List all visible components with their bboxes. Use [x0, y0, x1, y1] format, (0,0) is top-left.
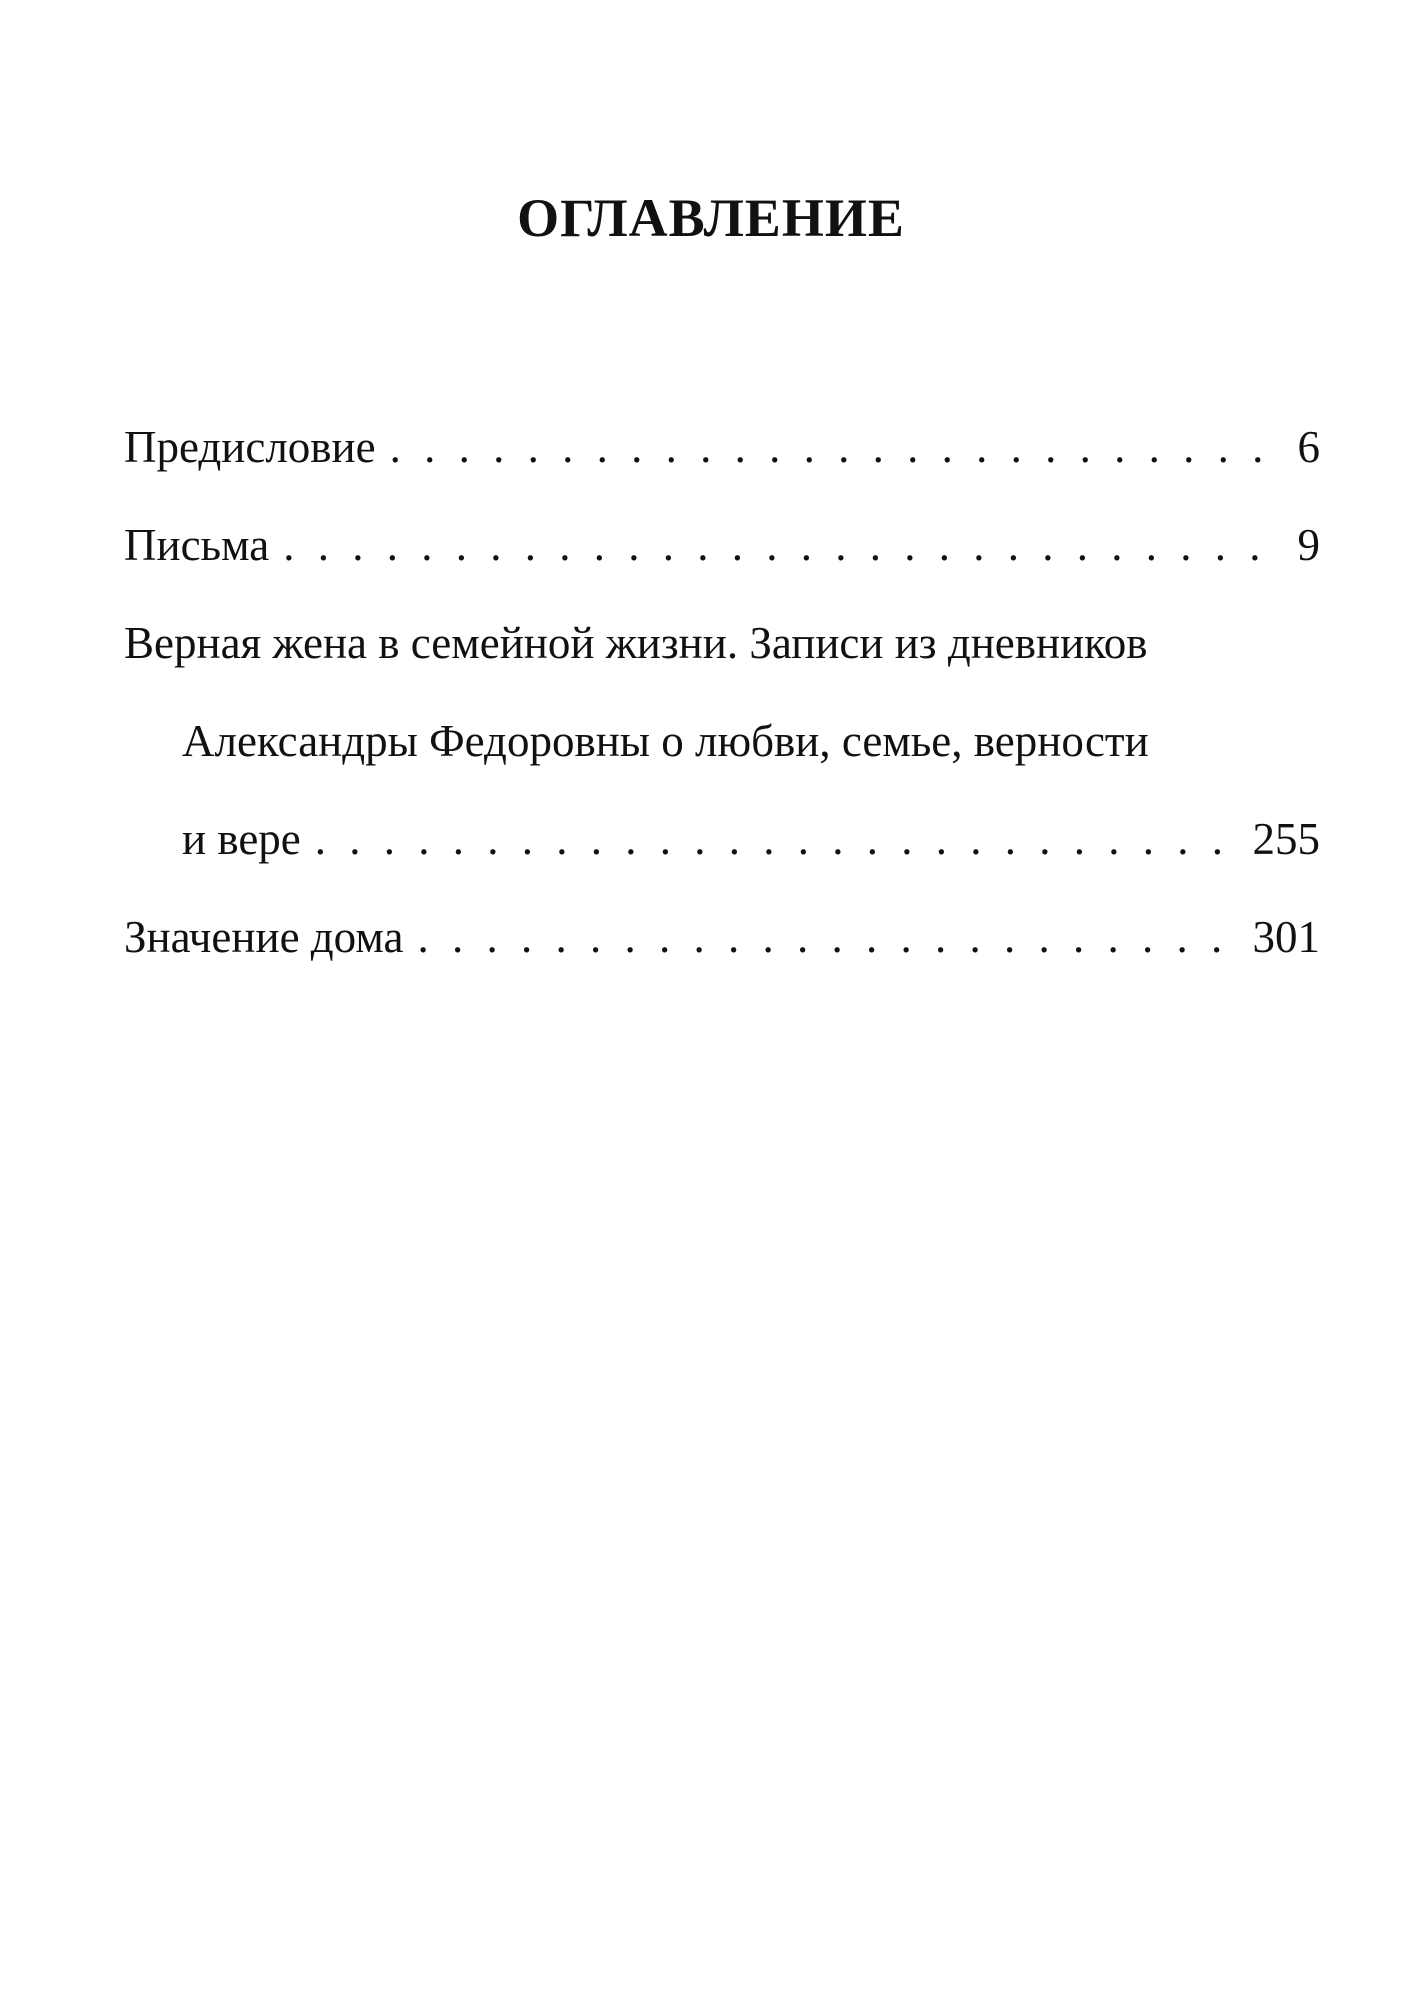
toc-entry-page-number: 301	[1252, 912, 1320, 962]
toc-entry-title-line-2: Александры Федоровны о любви, семье, верности	[182, 716, 1149, 766]
toc-entry-row	[124, 790, 1320, 888]
toc-entry-letters[interactable]	[124, 496, 1320, 594]
toc-entry-title-line-3: и вере	[182, 814, 301, 864]
toc-entry-page-number: 255	[1252, 814, 1320, 864]
toc-entry-row	[124, 888, 1320, 986]
toc-entry-row	[124, 398, 1320, 496]
toc-entry-title-line-1: Верная жена в семейной жизни. Записи из дневников	[124, 618, 1148, 668]
toc-entry-faithful-wife[interactable]	[124, 594, 1320, 888]
toc-entry-title: Предисловие	[124, 422, 376, 472]
toc-entry-preface[interactable]	[124, 398, 1320, 496]
dot-leader	[390, 398, 1284, 496]
dot-leader	[283, 496, 1283, 594]
dot-leader	[417, 888, 1238, 986]
toc-entry-row	[124, 496, 1320, 594]
page-title: ОГЛАВЛЕНИЕ	[517, 188, 905, 249]
toc-entry-page-number: 6	[1297, 422, 1320, 472]
toc-entry-title: Письма	[124, 520, 270, 570]
toc-entry-page-number: 9	[1297, 520, 1320, 570]
table-of-contents	[124, 398, 1320, 986]
toc-entry-meaning-of-home[interactable]	[124, 888, 1320, 986]
dot-leader	[315, 790, 1239, 888]
toc-entry-title: Значение дома	[124, 912, 404, 962]
